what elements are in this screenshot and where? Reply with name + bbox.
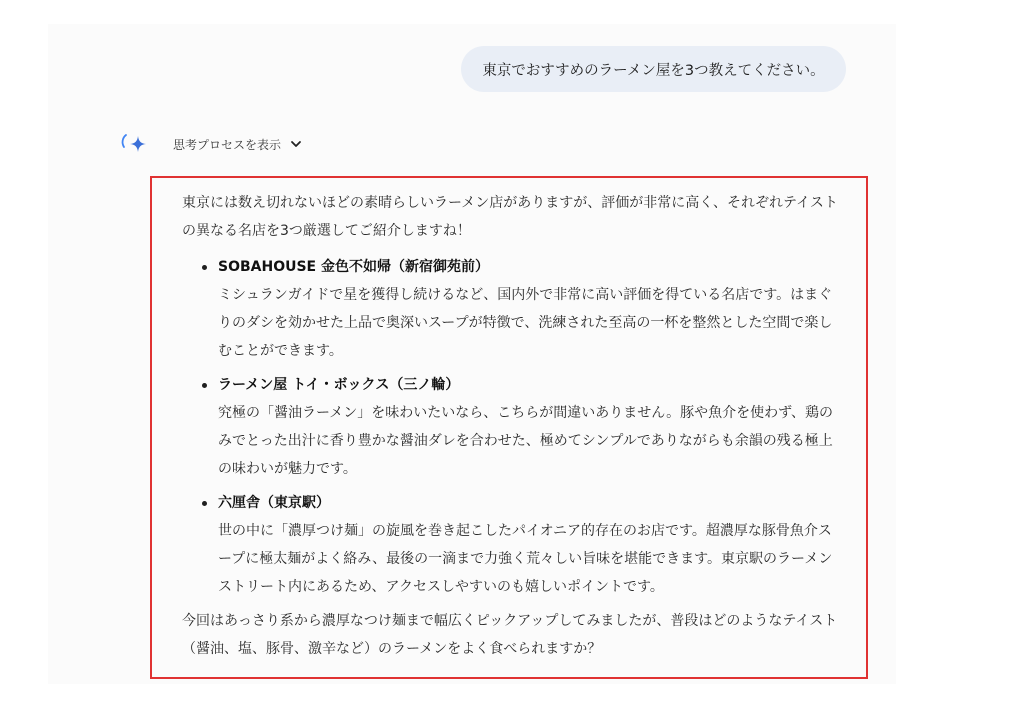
list-item (182, 253, 838, 365)
user-message-text: 東京でおすすめのラーメン屋を3つ教えてください。 (482, 62, 825, 79)
thought-toggle-label: 思考プロセスを表示 (173, 137, 282, 152)
restaurant-name: SOBAHOUSE 金色不如帰（新宿御苑前） (218, 259, 489, 275)
assistant-response (150, 176, 868, 679)
restaurant-description: 世の中に「濃厚つけ麺」の旋風を巻き起こしたパイオニア的存在のお店です。超濃厚な豚骨魚介スープに極太麺がよく絡み、最後の一滴まで力強く荒々しい旨味を堪能できます。東京駅のラーメンストリート内にあるため、アクセスしやすいのも嬉しいポイントです。 (218, 523, 833, 595)
user-message-bubble (461, 46, 846, 92)
chevron-down-icon (289, 137, 303, 151)
bullet-icon (202, 383, 207, 388)
list-item (182, 489, 838, 601)
response-outro: 今回はあっさり系から濃厚なつけ麺まで幅広くピックアップしてみましたが、普段はどのようなテイスト（醤油、塩、豚骨、激辛など）のラーメンをよく食べられますか？ (182, 613, 838, 657)
restaurant-name: 六厘舎（東京駅） (218, 495, 330, 511)
restaurant-description: ミシュランガイドで星を獲得し続けるなど、国内外で非常に高い評価を得ている名店です。はまぐりのダシを効かせた上品で奥深いスープが特徴で、洗練された至高の一杯を整然とした空間で楽しむことができます。 (218, 287, 833, 359)
restaurant-list (182, 253, 838, 601)
restaurant-name: ラーメン屋 トイ・ボックス（三ノ輪） (218, 377, 460, 393)
response-intro: 東京には数え切れないほどの素晴らしいラーメン店がありますが、評価が非常に高く、それぞれテイストの異なる名店を3つ厳選してご紹介しますね！ (182, 195, 838, 239)
bullet-icon (202, 501, 207, 506)
restaurant-description: 究極の「醤油ラーメン」を味わいたいなら、こちらが間違いありません。豚や魚介を使わず、鶏のみでとった出汁に香り豊かな醤油ダレを合わせた、極めてシンプルでありながらも余韻の残る極上の味わいが魅力です。 (218, 405, 834, 477)
bullet-icon (202, 265, 207, 270)
show-thought-process-button[interactable] (173, 134, 303, 154)
list-item (182, 371, 838, 483)
gemini-sparkle-icon (120, 131, 148, 157)
